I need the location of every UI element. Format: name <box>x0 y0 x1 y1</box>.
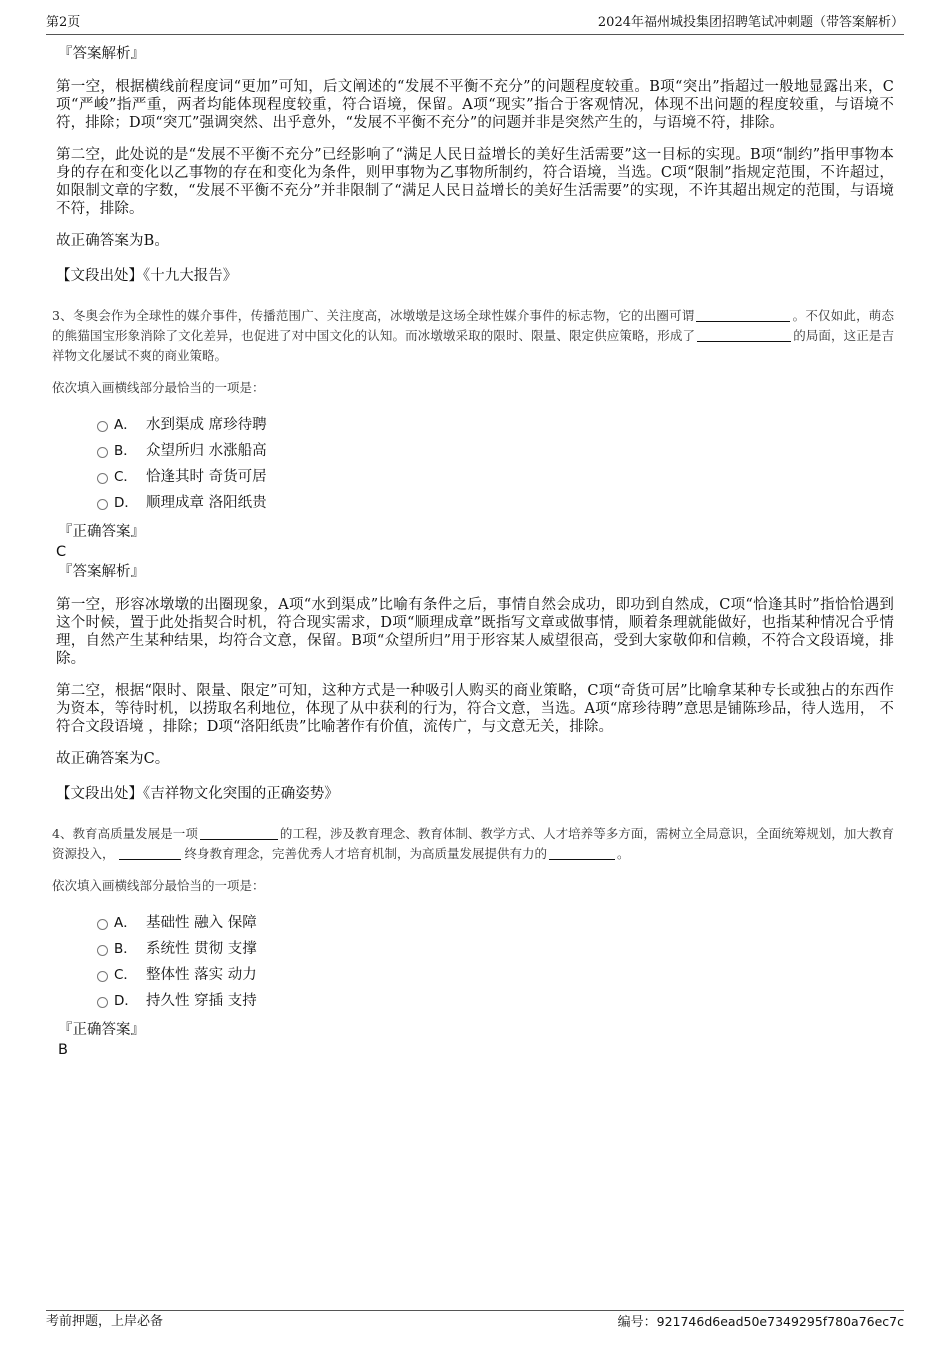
option-text: 恰逢其时 奇货可居 <box>146 469 267 485</box>
fill-blank <box>696 307 790 322</box>
radio-icon[interactable] <box>97 997 108 1008</box>
correct-answer: C <box>56 544 67 560</box>
page-footer <box>46 1310 904 1333</box>
question-text: 。 <box>617 846 630 861</box>
document-id-label: 编号： <box>617 1315 657 1330</box>
correct-answer-label: 『正确答案』 <box>58 1022 145 1038</box>
option-d[interactable] <box>56 988 894 1014</box>
footer-slogan: 考前押题，上岸必备 <box>46 1314 164 1329</box>
fill-blank <box>549 845 615 860</box>
question-stem <box>52 824 894 864</box>
option-c[interactable] <box>56 464 894 490</box>
question-3-section <box>52 306 894 804</box>
option-letter: D． <box>114 993 138 1009</box>
option-letter: C． <box>114 967 137 983</box>
radio-icon[interactable] <box>97 945 108 956</box>
option-text: 众望所归 水涨船高 <box>146 443 267 459</box>
option-text: 基础性 融入 保障 <box>146 915 257 931</box>
analysis-paragraph: 第二空，此处说的是“发展不平衡不充分”已经影响了“满足人民日益增长的美好生活需要”这一目标的实现。B项“制约”指甲事物本身的存在和变化以乙事物的存在和变化为条件，则甲事物为乙事物所制约，符合语境，当选。C项“限制”指规定范围，不许超过，如限制文章的字数，“发展不平衡不充分”并非限制了“满足人民日益增长的美好生活需要”的实现，不许其超出规定的范围，与语境不符，排除。 <box>56 147 894 217</box>
radio-icon[interactable] <box>97 499 108 510</box>
analysis-paragraph: 第一空，形容冰墩墩的出圈现象，A项“水到渠成”比喻有条件之后，事情自然会成功，即功到自然成，C项“恰逢其时”指恰恰遇到这个时候，置于此处指契合时机，符合现实需求，D项“顺理成章”既指写文章或做事情，顺着条理就能做好，也指某种情况合乎情理，自然产生某种结果，均符合文意，保留。B项“众望所归”用于形容某人威望很高，受到大家敬仰和信赖，不符合文段语境，排除。 <box>56 597 894 667</box>
document-id-value: 921746d6ead50e7349295f780a76ec7c <box>656 1314 904 1329</box>
question-prompt: 依次填入画横线部分最恰当的一项是： <box>52 380 265 395</box>
option-text: 水到渠成 席珍待聘 <box>146 417 267 433</box>
fill-blank <box>200 825 278 840</box>
radio-icon[interactable] <box>97 971 108 982</box>
question-stem <box>52 306 894 366</box>
main-content <box>52 44 894 1060</box>
question-text: 终身教育理念，完善优秀人才培育机制，为高质量发展提供有力的 <box>184 846 548 861</box>
question-4-section <box>52 824 894 1060</box>
option-letter: C． <box>114 469 137 485</box>
correct-answer: B <box>58 1042 68 1058</box>
answer-analysis-label: 『答案解析』 <box>58 46 145 62</box>
radio-icon[interactable] <box>97 473 108 484</box>
option-letter: B． <box>114 941 137 957</box>
option-letter: A． <box>114 915 137 931</box>
correct-answer-label: 『正确答案』 <box>58 524 145 540</box>
radio-icon[interactable] <box>97 421 108 432</box>
question-text: 的工程，涉及教育理念、教育体制、教学方式、人才培养等多方面，需树立全局意识，全面统筹规划，加大教育资源投入， <box>52 826 894 861</box>
radio-icon[interactable] <box>97 919 108 930</box>
page-header <box>46 12 904 35</box>
answer-analysis-label: 『答案解析』 <box>58 564 145 580</box>
question-2-section <box>56 44 894 286</box>
question-text: 。不仅如此，萌态的熊猫国宝形象消除了文化差异，也促进了对中国文化的认知。而冰墩墩采取的限时、限量、限定供应策略，形成了 <box>52 308 894 343</box>
option-d[interactable] <box>56 490 894 516</box>
analysis-paragraph: 第二空，根据“限时、限量、限定”可知，这种方式是一种吸引人购买的商业策略，C项“奇货可居”比喻拿某种专长或独占的东西作为资本，等待时机，以捞取名利地位，体现了从中获利的行为，符合文意，当选。A项“席珍待聘”意思是铺陈珍品，待人选用， 不符合文段语境 ，排除；D项“洛阳纸贵”比喻著作有价值，流传广，与文意无关，排除。 <box>56 683 894 735</box>
question-prompt: 依次填入画横线部分最恰当的一项是： <box>52 878 265 893</box>
fill-blank <box>697 327 791 342</box>
option-list <box>56 910 894 1014</box>
option-text: 系统性 贯彻 支撑 <box>146 941 257 957</box>
analysis-paragraph: 第一空，根据横线前程度词“更加”可知，后文阐述的“发展不平衡不充分”的问题程度较重。B项“突出”指超过一般地显露出来，C项“严峻”指严重，两者均能体现程度较重，符合语境，保留。A项“现实”指合于客观情况，体现不出问题的程度较重，与语境不符，排除；D项“突兀”强调突然、出乎意外，“发展不平衡不充分”的问题并非是突然产生的，与语境不符，排除。 <box>56 79 894 131</box>
option-text: 顺理成章 洛阳纸贵 <box>146 495 267 511</box>
document-title: 2024年福州城投集团招聘笔试冲刺题（带答案解析） <box>597 15 904 30</box>
document-id <box>618 1313 904 1332</box>
question-text: 4、教育高质量发展是一项 <box>52 826 198 841</box>
option-text: 整体性 落实 动力 <box>146 967 257 983</box>
option-b[interactable] <box>56 936 894 962</box>
page-number: 第2页 <box>46 15 81 30</box>
passage-source: 【文段出处】《吉祥物文化突围的正确姿势》 <box>56 786 339 802</box>
option-b[interactable] <box>56 438 894 464</box>
fill-blank <box>119 845 181 860</box>
option-a[interactable] <box>56 910 894 936</box>
conclusion-text: 故正确答案为C。 <box>56 751 170 767</box>
radio-icon[interactable] <box>97 447 108 458</box>
option-letter: B． <box>114 443 137 459</box>
option-list <box>56 412 894 516</box>
option-c[interactable] <box>56 962 894 988</box>
option-letter: D． <box>114 495 138 511</box>
option-letter: A． <box>114 417 137 433</box>
question-text: 3、冬奥会作为全球性的媒介事件，传播范围广、关注度高，冰墩墩是这场全球性媒介事件的标志物，它的出圈可谓 <box>52 308 695 323</box>
option-a[interactable] <box>56 412 894 438</box>
question-text: 的局面，这正是吉祥物文化屡试不爽的商业策略。 <box>52 328 894 363</box>
option-text: 持久性 穿插 支持 <box>146 993 257 1009</box>
passage-source: 【文段出处】《十九大报告》 <box>56 268 238 284</box>
conclusion-text: 故正确答案为B。 <box>56 233 169 249</box>
